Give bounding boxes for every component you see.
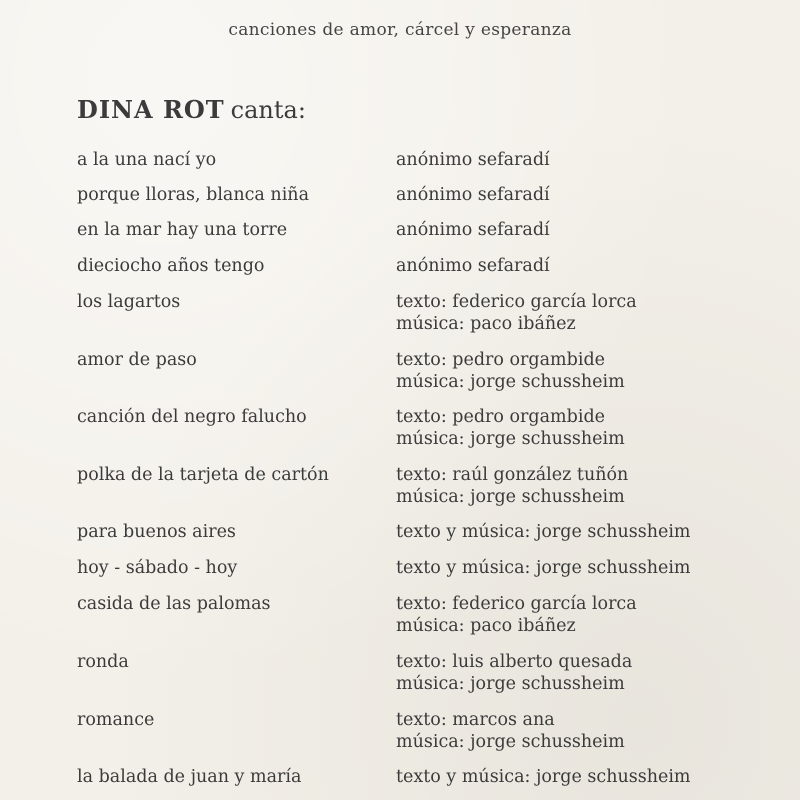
song-credit xyxy=(396,150,550,170)
song-credit xyxy=(396,256,550,276)
song-title: para buenos aires xyxy=(77,522,236,542)
song-title: dieciocho años tengo xyxy=(77,256,265,276)
credit-line: texto: marcos ana xyxy=(396,710,555,730)
performer-verb: canta: xyxy=(230,96,306,124)
song-credit xyxy=(396,710,625,752)
song-credit xyxy=(396,465,628,507)
song-title: romance xyxy=(77,710,155,730)
song-credit xyxy=(396,558,691,578)
song-credit xyxy=(396,522,691,542)
credit-line: texto: luis alberto quesada xyxy=(396,652,633,672)
credit-line: música: jorge schussheim xyxy=(396,674,625,694)
credit-line: música: jorge schussheim xyxy=(396,372,625,392)
credit-line: música: paco ibáñez xyxy=(396,616,576,636)
song-credit xyxy=(396,652,632,694)
credit-line: texto: raúl gonzález tuñón xyxy=(396,465,629,485)
song-title: hoy - sábado - hoy xyxy=(77,558,238,578)
credit-line: música: jorge schussheim xyxy=(396,732,625,752)
credit-line: texto: pedro orgambide xyxy=(396,350,606,370)
song-title: polka de la tarjeta de cartón xyxy=(77,465,329,485)
song-title: canción del negro falucho xyxy=(77,407,307,427)
song-title: a la una nací yo xyxy=(77,150,217,170)
credit-line: música: jorge schussheim xyxy=(396,487,625,507)
credit-line: texto y música: jorge schussheim xyxy=(396,558,691,578)
song-title: casida de las palomas xyxy=(77,594,271,614)
credit-line: texto: federico garcía lorca xyxy=(396,292,637,312)
song-title: los lagartos xyxy=(77,292,181,312)
credit-line: anónimo sefaradí xyxy=(396,220,550,240)
song-credit xyxy=(396,594,637,636)
credit-line: texto: pedro orgambide xyxy=(396,407,606,427)
song-credit xyxy=(396,220,550,240)
credit-line: texto y música: jorge schussheim xyxy=(396,522,691,542)
credit-line: música: jorge schussheim xyxy=(396,429,625,449)
performer-name: DINA ROT xyxy=(77,95,225,124)
credit-line: música: paco ibáñez xyxy=(396,314,576,334)
song-title: la balada de juan y maría xyxy=(77,767,302,787)
song-credit xyxy=(396,350,625,392)
credit-line: texto: federico garcía lorca xyxy=(396,594,637,614)
song-title: ronda xyxy=(77,652,129,672)
song-credit xyxy=(396,767,691,787)
page-subtitle: canciones de amor, cárcel y esperanza xyxy=(228,20,572,40)
credit-line: texto y música: jorge schussheim xyxy=(396,767,691,787)
credit-line: anónimo sefaradí xyxy=(396,256,550,276)
credit-line: anónimo sefaradí xyxy=(396,150,550,170)
credit-line: anónimo sefaradí xyxy=(396,185,550,205)
song-title: en la mar hay una torre xyxy=(77,220,288,240)
song-credit xyxy=(396,407,625,449)
performer-heading xyxy=(77,95,306,124)
song-credit xyxy=(396,185,550,205)
song-credit xyxy=(396,292,637,334)
song-title: porque lloras, blanca niña xyxy=(77,185,310,205)
song-title: amor de paso xyxy=(77,350,197,370)
